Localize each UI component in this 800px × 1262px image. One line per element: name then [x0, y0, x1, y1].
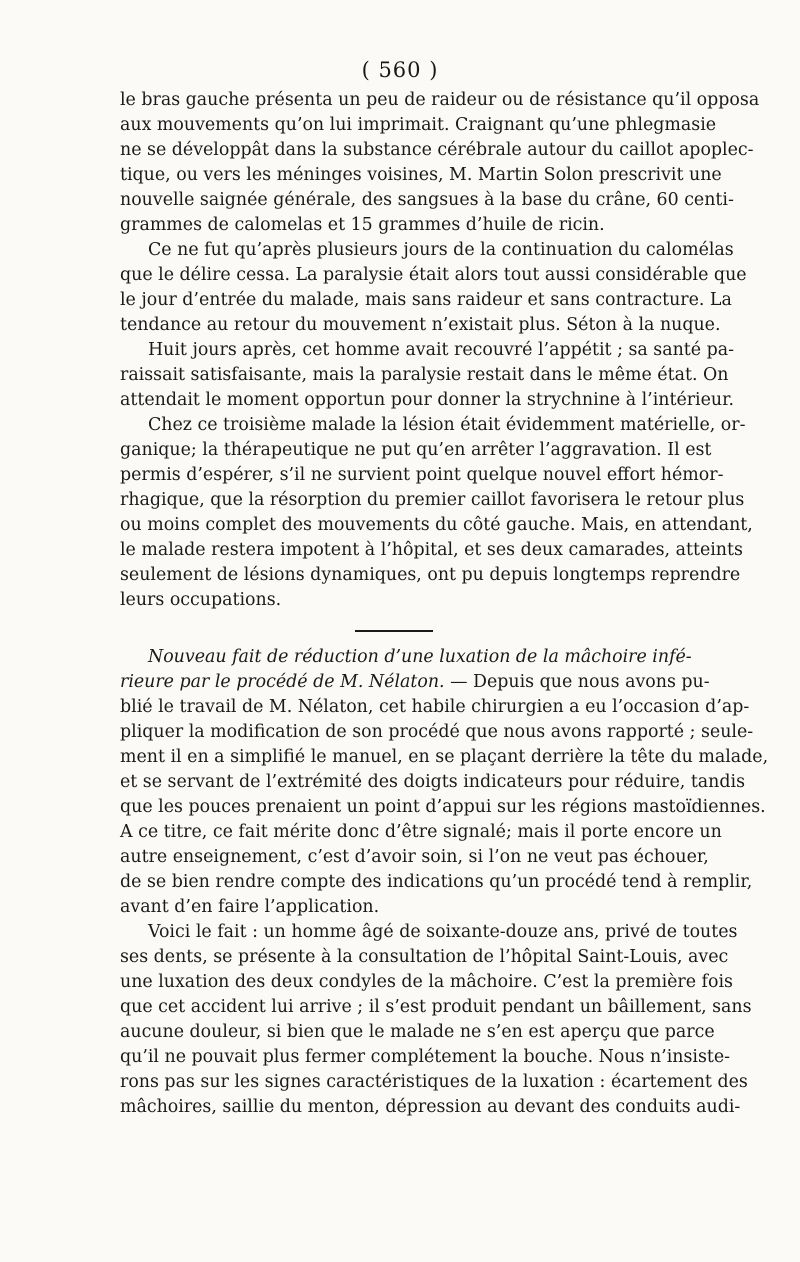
section-title: Nouveau fait de réduction d’une luxation de la mâchoire infé-: [148, 647, 692, 667]
text-line: A ce titre, ce fait mérite donc d’être signalé; mais il porte encore un: [120, 822, 722, 842]
text-line: aux mouvements qu’on lui imprimait. Craignant qu’une phlegmasie: [120, 115, 717, 135]
section-1-text: [120, 88, 760, 613]
text-line: raissait satisfaisante, mais la paralysie restait dans le même état. On: [120, 365, 729, 385]
paragraph-start: Ce ne fut qu’après plusieurs jours de la continuation du calomélas: [148, 240, 734, 260]
text-line: ment il en a simplifié le manuel, en se plaçant derrière la tête du malade,: [120, 747, 769, 767]
text-line: le jour d’entrée du malade, mais sans raideur et sans contracture. La: [120, 290, 732, 310]
page-number: ( 560 ): [361, 58, 439, 82]
text-line: nouvelle saignée générale, des sangsues à la base du crâne, 60 centi-: [120, 190, 734, 210]
text-line: de se bien rendre compte des indications qu’un procédé tend à remplir,: [120, 872, 753, 892]
text-line: grammes de calomelas et 15 grammes d’huile de ricin.: [120, 215, 605, 235]
paragraph-start: Huit jours après, cet homme avait recouvré l’appétit ; sa santé pa-: [148, 340, 734, 360]
text-line: que cet accident lui arrive ; il s’est produit pendant un bâillement, sans: [120, 997, 752, 1017]
section-divider: [355, 630, 433, 632]
section-title-continued: [120, 670, 710, 695]
text-line: attendait le moment opportun pour donner la strychnine à l’intérieur.: [120, 390, 735, 410]
text-line: une luxation des deux condyles de la mâchoire. C’est la première fois: [120, 972, 733, 992]
text-line: ne se développât dans la substance cérébrale autour du caillot apoplec-: [120, 140, 754, 160]
text-line: rons pas sur les signes caractéristiques de la luxation : écartement des: [120, 1072, 748, 1092]
text-line: et se servant de l’extrémité des doigts indicateurs pour réduire, tandis: [120, 772, 745, 792]
text-line: avant d’en faire l’application.: [120, 897, 380, 917]
text-line: tendance au retour du mouvement n’existait plus. Séton à la nuque.: [120, 315, 721, 335]
text-line: aucune douleur, si bien que le malade ne s’en est aperçu que parce: [120, 1022, 715, 1042]
text-line: ses dents, se présente à la consultation de l’hôpital Saint-Louis, avec: [120, 947, 729, 967]
text-line: que les pouces prenaient un point d’appui sur les régions mastoïdiennes.: [120, 797, 766, 817]
text-line: seulement de lésions dynamiques, ont pu depuis longtemps reprendre: [120, 565, 741, 585]
text-line: le bras gauche présenta un peu de raideur ou de résistance qu’il opposa: [120, 90, 760, 110]
text-line: blié le travail de M. Nélaton, cet habile chirurgien a eu l’occasion d’ap-: [120, 697, 750, 717]
text-fragment: — Depuis que nous avons pu-: [444, 672, 710, 692]
text-line: leurs occupations.: [120, 590, 282, 610]
text-line: ganique; la thérapeutique ne put qu’en arrêter l’aggravation. Il est: [120, 440, 712, 460]
text-line: ou moins complet des mouvements du côté gauche. Mais, en attendant,: [120, 515, 753, 535]
text-line: le malade restera impotent à l’hôpital, et ses deux camarades, atteints: [120, 540, 743, 560]
section-2-text: [120, 645, 769, 1120]
text-line: mâchoires, saillie du menton, dépression au devant des conduits audi-: [120, 1097, 741, 1117]
text-line: rhagique, que la résorption du premier caillot favorisera le retour plus: [120, 490, 745, 510]
paragraph-start: Chez ce troisième malade la lésion était évidemment matérielle, or-: [148, 415, 746, 435]
text-line: autre enseignement, c’est d’avoir soin, si l’on ne veut pas échouer,: [120, 847, 709, 867]
text-line: permis d’espérer, s’il ne survient point quelque nouvel effort hémor-: [120, 465, 724, 485]
text-line: que le délire cessa. La paralysie était alors tout aussi considérable que: [120, 265, 747, 285]
text-line: qu’il ne pouvait plus fermer complétement la bouche. Nous n’insiste-: [120, 1047, 731, 1067]
paragraph-start: Voici le fait : un homme âgé de soixante-douze ans, privé de toutes: [148, 922, 738, 942]
text-line: pliquer la modification de son procédé que nous avons rapporté ; seule-: [120, 722, 754, 742]
text-line: tique, ou vers les méninges voisines, M. Martin Solon prescrivit une: [120, 165, 722, 185]
section-title-end: rieure par le procédé de M. Nélaton.: [120, 672, 445, 692]
